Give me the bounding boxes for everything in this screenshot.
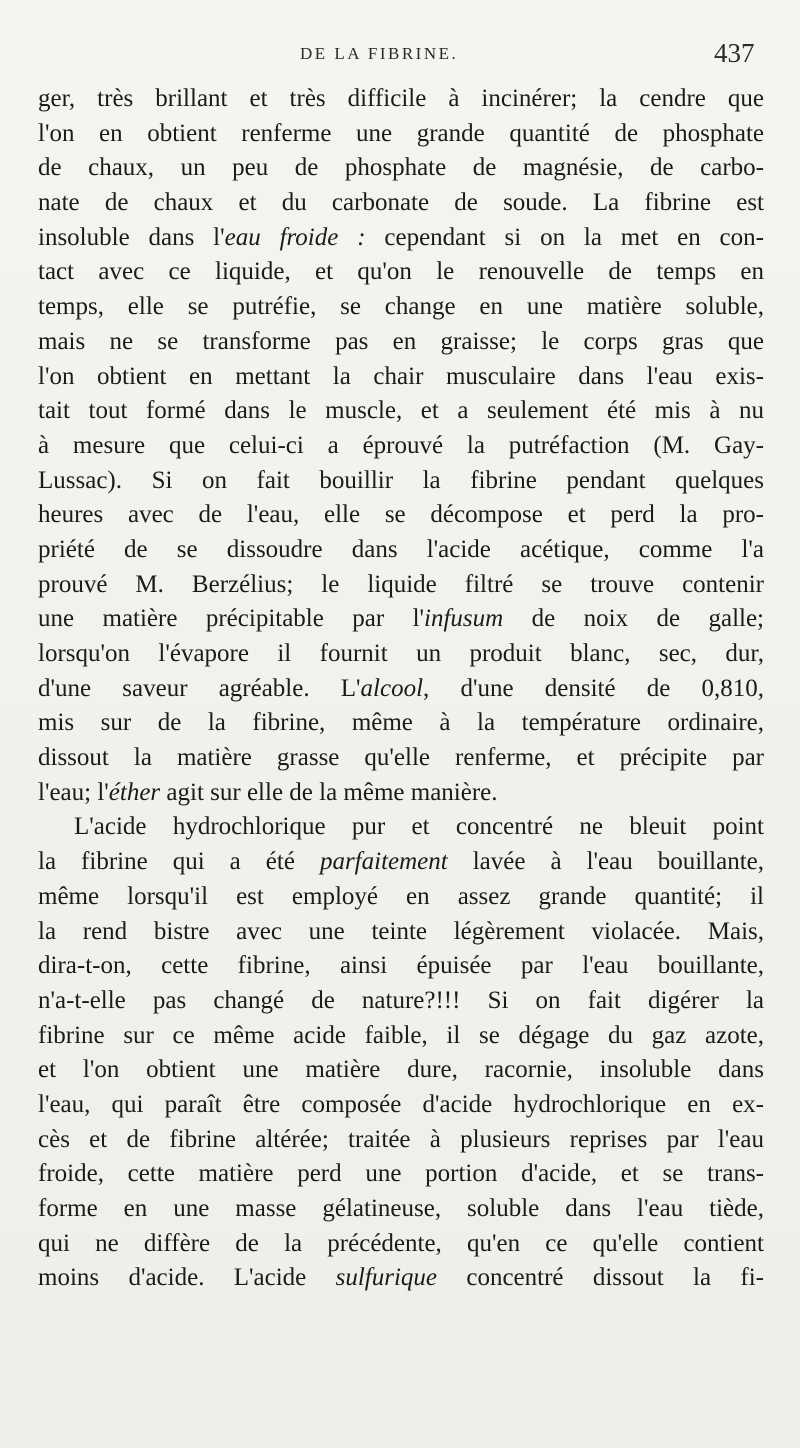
text-line: même lorsqu'il est employé en assez grande quantité; il bbox=[38, 882, 764, 910]
text-line bbox=[38, 672, 764, 707]
text-line bbox=[38, 221, 764, 256]
text-run: lavée à l'eau bouillante, bbox=[447, 848, 764, 876]
page-number: 437 bbox=[714, 38, 755, 68]
text-run: , d'une densité de 0,810, bbox=[423, 674, 764, 702]
body-text bbox=[38, 82, 764, 1296]
text-line: froide, cette matière perd une portion d'acide, et se trans- bbox=[38, 1160, 764, 1188]
text-line: dissout la matière grasse qu'elle renferme, et précipite par bbox=[38, 744, 764, 772]
text-line: fibrine sur ce même acide faible, il se dégage du gaz azote, bbox=[38, 1021, 764, 1049]
text-run: la fibrine qui a été bbox=[38, 848, 320, 876]
italic-term: éther bbox=[108, 778, 161, 806]
text-line: temps, elle se putréfie, se change en une matière soluble, bbox=[38, 293, 764, 321]
text-line: l'eau, qui paraît être composée d'acide hydrochlorique en ex- bbox=[38, 1090, 764, 1118]
text-line: l'on en obtient renferme une grande quantité de phosphate bbox=[38, 119, 764, 147]
text-run: agit sur elle de la même manière. bbox=[160, 778, 498, 806]
text-line bbox=[38, 776, 764, 811]
running-head bbox=[0, 38, 800, 68]
text-run: moins d'acide. L'acide bbox=[38, 1264, 336, 1292]
text-line: et l'on obtient une matière dure, racornie, insoluble dans bbox=[38, 1056, 764, 1084]
text-line: L'acide hydrochlorique pur et concentré ne bleuit point bbox=[74, 813, 764, 841]
text-line: forme en une masse gélatineuse, soluble dans l'eau tiède, bbox=[38, 1195, 764, 1222]
running-title: DE LA FIBRINE. bbox=[300, 44, 459, 63]
text-line: tait tout formé dans le muscle, et a seulement été mis à nu bbox=[38, 397, 764, 425]
italic-term: eau froide : bbox=[224, 223, 366, 251]
text-line: mais ne se transforme pas en graisse; le corps gras que bbox=[38, 327, 764, 355]
text-line bbox=[38, 602, 764, 637]
text-run: une matière précipitable par l' bbox=[38, 605, 425, 633]
text-line: ger, très brillant et très difficile à incinérer; la cendre que bbox=[38, 85, 764, 112]
text-run: d'une saveur agréable. L' bbox=[38, 674, 361, 702]
text-run: cependant si on la met en con- bbox=[365, 223, 764, 251]
text-line: cès et de fibrine altérée; traitée à plusieurs reprises par l'eau bbox=[38, 1125, 764, 1153]
text-line: la rend bistre avec une teinte légèrement violacée. Mais, bbox=[38, 917, 764, 945]
text-line: n'a-t-elle pas changé de nature?!!! Si on fait digérer la bbox=[38, 986, 764, 1014]
text-line: nate de chaux et du carbonate de soude. La fibrine est bbox=[38, 189, 764, 217]
text-line: Lussac). Si on fait bouillir la fibrine pendant quelques bbox=[38, 466, 764, 494]
text-line bbox=[38, 845, 764, 880]
text-run: l'eau; l' bbox=[38, 778, 109, 806]
text-run: insoluble dans l' bbox=[38, 223, 225, 251]
italic-term: sulfurique bbox=[335, 1264, 438, 1292]
text-line: prouvé M. Berzélius; le liquide filtré se trouve contenir bbox=[38, 570, 764, 598]
text-line: mis sur de la fibrine, même à la température ordinaire, bbox=[38, 709, 764, 737]
text-line: dira-t-on, cette fibrine, ainsi épuisée par l'eau bouillante, bbox=[38, 952, 764, 980]
text-line: de chaux, un peu de phosphate de magnésie, de carbo- bbox=[38, 154, 764, 182]
text-line: lorsqu'on l'évapore il fournit un produit blanc, sec, dur, bbox=[38, 640, 764, 667]
text-run: de noix de galle; bbox=[503, 605, 764, 633]
text-line: priété de se dissoudre dans l'acide acétique, comme l'a bbox=[38, 535, 764, 563]
text-line bbox=[38, 1261, 764, 1296]
text-line: à mesure que celui-ci a éprouvé la putréfaction (M. Gay- bbox=[38, 431, 764, 459]
text-line: tact avec ce liquide, et qu'on le renouvelle de temps en bbox=[38, 258, 764, 286]
text-line: qui ne diffère de la précédente, qu'en ce qu'elle contient bbox=[38, 1229, 764, 1257]
text-line: l'on obtient en mettant la chair musculaire dans l'eau exis- bbox=[38, 362, 764, 390]
italic-term: alcool bbox=[360, 674, 424, 702]
text-line: heures avec de l'eau, elle se décompose et perd la pro- bbox=[38, 501, 764, 529]
italic-term: infusum bbox=[424, 605, 504, 633]
text-run: concentré dissout la fi- bbox=[437, 1264, 764, 1292]
italic-term: parfaitement bbox=[319, 848, 448, 876]
